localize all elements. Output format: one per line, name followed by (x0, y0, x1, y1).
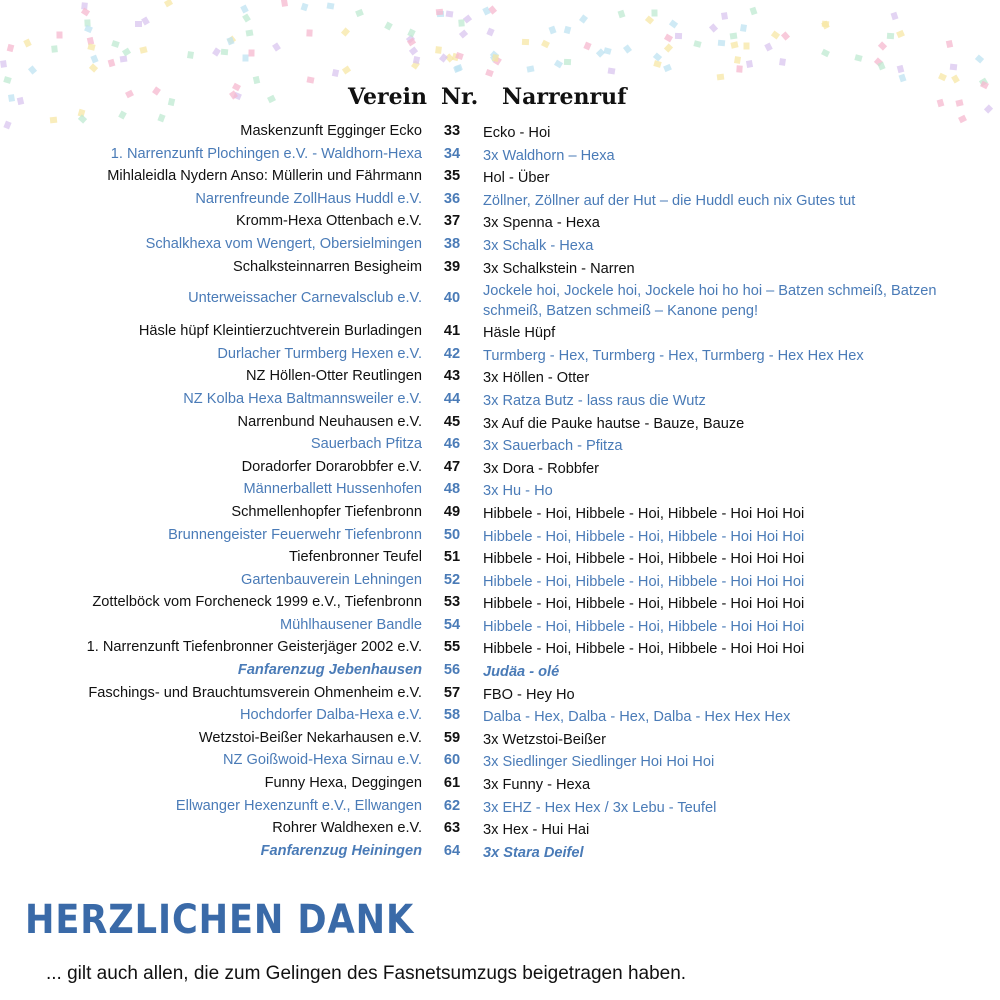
confetti-piece (938, 73, 947, 81)
confetti-piece (653, 52, 662, 61)
confetti-piece (721, 12, 728, 20)
umzug-number: 58 (443, 707, 461, 724)
verein-name: Gartenbauverein Lehningen (241, 571, 422, 588)
verein-name: NZ Höllen-Otter Reutlingen (245, 368, 422, 385)
confetti-piece (439, 54, 448, 63)
confetti-piece (822, 21, 830, 28)
narrenruf-text: Judäa - olé (483, 664, 560, 681)
confetti-piece (23, 39, 31, 48)
umzug-number: 55 (443, 639, 461, 656)
umzug-number: 57 (443, 684, 461, 701)
confetti-piece (168, 98, 175, 106)
confetti-piece (87, 37, 94, 45)
verein-name: Doradorfer Dorarobbfer e.V. (241, 458, 422, 475)
participant-table (0, 121, 1000, 863)
confetti-piece (734, 56, 741, 64)
confetti-piece (0, 60, 7, 68)
table-row (0, 750, 1000, 773)
table-row (0, 683, 1000, 706)
confetti-piece (764, 42, 773, 51)
confetti-piece (413, 56, 420, 64)
confetti-piece (455, 64, 464, 72)
confetti-piece (693, 40, 701, 48)
confetti-piece (281, 0, 288, 7)
confetti-piece (152, 87, 161, 96)
umzug-number: 48 (443, 481, 461, 498)
confetti-piece (232, 83, 241, 92)
verein-name: Männerballett Hussenhofen (243, 481, 422, 498)
confetti-piece (950, 64, 958, 71)
umzug-number: 63 (443, 820, 461, 837)
confetti-piece (118, 111, 127, 120)
confetti-piece (88, 43, 96, 51)
table-row (0, 344, 1000, 367)
narrenruf-text: 3x EHZ - Hex Hex / 3x Lebu - Teufel (483, 799, 717, 816)
confetti-piece (142, 17, 151, 26)
confetti-piece (227, 35, 236, 44)
confetti-piece (241, 5, 250, 14)
confetti-piece (584, 42, 592, 51)
table-row (0, 818, 1000, 841)
umzug-number: 47 (443, 458, 461, 475)
verein-name: Maskenzunft Egginger Ecko (240, 123, 422, 139)
confetti-piece (878, 41, 887, 50)
confetti-piece (28, 65, 37, 74)
confetti-piece (355, 9, 364, 17)
column-header-verein: Verein (348, 84, 427, 110)
confetti-piece (327, 3, 335, 10)
verein-name: Narrenbund Neuhausen e.V. (237, 413, 422, 430)
confetti-piece (522, 39, 529, 45)
umzug-number: 59 (443, 729, 461, 746)
confetti-piece (579, 15, 588, 24)
table-row (0, 389, 1000, 412)
table-row (0, 166, 1000, 189)
confetti-piece (451, 53, 459, 61)
confetti-piece (463, 14, 472, 23)
umzug-number: 50 (443, 526, 461, 543)
confetti-piece (483, 7, 491, 16)
verein-name: Fanfarenzug Jebenhausen (237, 662, 422, 679)
umzug-number: 61 (443, 775, 461, 792)
narrenruf-text: 3x Schalk - Hexa (483, 237, 594, 254)
confetti-piece (855, 54, 863, 62)
umzug-number: 34 (443, 145, 461, 162)
verein-name: Kromm-Hexa Ottenbach e.V. (235, 213, 422, 230)
narrenruf-text: 3x Waldhorn – Hexa (483, 147, 615, 164)
umzug-number: 64 (443, 842, 461, 859)
verein-name: Funny Hexa, Deggingen (264, 775, 422, 792)
confetti-piece (945, 40, 952, 48)
narrenruf-text: 3x Hu - Ho (483, 483, 553, 500)
table-row (0, 234, 1000, 257)
umzug-number: 41 (443, 323, 461, 340)
umzug-number: 35 (443, 168, 461, 185)
confetti-piece (488, 5, 497, 14)
confetti-piece (342, 66, 351, 75)
umzug-number: 38 (443, 235, 461, 252)
confetti-piece (623, 45, 632, 54)
confetti-piece (563, 26, 571, 34)
umzug-number: 49 (443, 503, 461, 520)
confetti-piece (407, 38, 416, 47)
confetti-piece (485, 69, 494, 77)
confetti-piece (111, 40, 120, 48)
confetti-piece (3, 77, 11, 85)
narrenruf-text: 3x Stara Deifel (483, 844, 584, 861)
confetti-piece (164, 0, 173, 8)
table-row (0, 279, 1000, 321)
table-row (0, 728, 1000, 751)
confetti-piece (301, 2, 309, 11)
narrenruf-text: 3x Dora - Robbfer (483, 460, 599, 477)
confetti-piece (749, 7, 757, 16)
confetti-piece (554, 60, 563, 69)
confetti-piece (272, 43, 281, 52)
confetti-piece (242, 55, 248, 62)
table-row (0, 592, 1000, 615)
umzug-number: 45 (443, 413, 461, 430)
narrenruf-text: Hol - Über (483, 170, 550, 187)
table-row (0, 457, 1000, 480)
umzug-number: 39 (443, 258, 461, 275)
confetti-piece (779, 58, 786, 66)
confetti-piece (226, 36, 234, 45)
confetti-piece (445, 53, 454, 62)
table-row (0, 660, 1000, 683)
confetti-piece (731, 42, 739, 49)
verein-name: NZ Goißwoid-Hexa Sirnau e.V. (223, 752, 422, 769)
confetti-piece (596, 49, 605, 58)
confetti-piece (81, 7, 90, 16)
umzug-number: 52 (443, 571, 461, 588)
confetti-piece (406, 34, 415, 43)
table-row (0, 615, 1000, 638)
confetti-piece (122, 47, 131, 56)
confetti-piece (608, 67, 616, 74)
confetti-piece (8, 94, 15, 102)
confetti-piece (84, 25, 93, 33)
confetti-piece (212, 48, 221, 57)
thanks-text: ... gilt auch allen, die zum Gelingen des Fasnetsumzugs beigetragen haben. (46, 963, 687, 984)
confetti-piece (88, 63, 97, 72)
confetti-piece (887, 33, 894, 39)
table-row (0, 366, 1000, 389)
narrenruf-text: Zöllner, Zöllner auf der Hut – die Huddl euch nix Gutes tut (483, 192, 856, 209)
table-row (0, 412, 1000, 435)
umzug-number: 42 (443, 345, 461, 362)
confetti-piece (306, 76, 314, 83)
confetti-piece (493, 57, 502, 66)
column-header-narrenruf: Narrenruf (502, 84, 627, 110)
confetti-piece (975, 54, 984, 63)
confetti-piece (951, 75, 960, 84)
verein-name: Unterweissacher Carnevalsclub e.V. (188, 290, 422, 307)
confetti-piece (108, 59, 116, 67)
umzug-number: 56 (443, 662, 461, 679)
verein-name: Fanfarenzug Heiningen (260, 842, 422, 859)
confetti-piece (187, 51, 194, 59)
confetti-piece (57, 32, 63, 39)
narrenruf-text: Hibbele - Hoi, Hibbele - Hoi, Hibbele - Hoi Hoi Hoi (483, 551, 805, 568)
narrenruf-text: Hibbele - Hoi, Hibbele - Hoi, Hibbele - Hoi Hoi Hoi (483, 573, 805, 590)
narrenruf-text: 3x Hex - Hui Hai (483, 822, 590, 839)
table-row (0, 189, 1000, 212)
confetti-piece (245, 29, 253, 36)
narrenruf-text: 3x Ratza Butz - lass raus die Wutz (483, 392, 706, 409)
confetti-piece (897, 65, 905, 73)
confetti-piece (549, 25, 557, 34)
confetti-piece (956, 99, 964, 106)
confetti-piece (81, 2, 88, 10)
narrenruf-text: Turmberg - Hex, Turmberg - Hex, Turmberg - Hex Hex Hex (483, 347, 864, 364)
confetti-piece (487, 27, 495, 36)
confetti-piece (490, 53, 499, 62)
confetti-piece (411, 61, 420, 70)
confetti-piece (139, 46, 147, 54)
umzug-number: 53 (443, 594, 461, 611)
confetti-piece (716, 73, 724, 80)
verein-name: Ellwanger Hexenzunft e.V., Ellwangen (175, 797, 422, 814)
table-row (0, 211, 1000, 234)
confetti-piece (979, 78, 988, 87)
verein-name: 1. Narrenzunft Tiefenbronner Geisterjäger 2002 e.V. (86, 639, 422, 656)
table-row (0, 796, 1000, 819)
confetti-piece (135, 21, 142, 27)
confetti-piece (16, 97, 23, 105)
narrenruf-text: Dalba - Hex, Dalba - Hex, Dalba - Hex Hex Hex (483, 709, 791, 726)
confetti-piece (654, 61, 662, 69)
confetti-piece (242, 14, 251, 23)
confetti-piece (821, 49, 830, 57)
table-row (0, 525, 1000, 548)
umzug-number: 33 (443, 123, 461, 139)
verein-name: Rohrer Waldhexen e.V. (272, 820, 422, 837)
confetti-piece (90, 55, 98, 64)
verein-name: 1. Narrenzunft Plochingen e.V. - Waldhorn-Hexa (110, 145, 422, 162)
confetti-piece (717, 40, 724, 47)
confetti-piece (249, 50, 255, 57)
narrenruf-text: Hibbele - Hoi, Hibbele - Hoi, Hibbele - Hoi Hoi Hoi (483, 618, 805, 635)
confetti-piece (898, 74, 906, 83)
table-row (0, 434, 1000, 457)
umzug-number: 62 (443, 797, 461, 814)
confetti-piece (85, 20, 91, 27)
confetti-piece (490, 51, 499, 60)
confetti-piece (744, 42, 750, 49)
umzug-number: 44 (443, 390, 461, 407)
verein-name: Narrenfreunde ZollHaus Huddl e.V. (195, 190, 422, 207)
table-row (0, 257, 1000, 280)
umzug-number: 54 (443, 616, 461, 633)
confetti-piece (230, 91, 239, 100)
confetti-piece (77, 109, 85, 117)
narrenruf-text: FBO - Hey Ho (483, 686, 575, 703)
narrenruf-text: Hibbele - Hoi, Hibbele - Hoi, Hibbele - Hoi Hoi Hoi (483, 505, 805, 522)
confetti-piece (669, 20, 678, 29)
confetti-piece (564, 59, 571, 65)
verein-name: NZ Kolba Hexa Baltmannsweiler e.V. (183, 390, 422, 407)
table-row (0, 773, 1000, 796)
confetti-piece (936, 99, 944, 107)
confetti-piece (436, 9, 443, 16)
umzug-number: 40 (443, 290, 461, 307)
confetti-piece (435, 46, 442, 54)
verein-name: Sauerbach Pfitza (310, 436, 422, 453)
confetti-piece (740, 24, 747, 32)
narrenruf-text: 3x Höllen - Otter (483, 370, 590, 387)
table-row (0, 570, 1000, 593)
confetti-piece (891, 12, 899, 21)
confetti-piece (664, 43, 673, 52)
confetti-piece (984, 104, 993, 113)
verein-name: Schalkhexa vom Wengert, Obersielmingen (145, 235, 422, 252)
confetti-piece (384, 21, 393, 30)
confetti-piece (459, 30, 468, 39)
verein-name: Brunnengeister Feuerwehr Tiefenbronn (168, 526, 422, 543)
verein-name: Faschings- und Brauchtumsverein Ohmenheim e.V. (88, 684, 422, 701)
narrenruf-text: Jockele hoi, Jockele hoi, Jockele hoi ho hoi – Batzen schmeiß, Batzen schmeiß, Batzen schmeiß – Kanone peng! (483, 283, 937, 320)
confetti-piece (445, 11, 453, 18)
confetti-piece (746, 60, 753, 68)
umzug-number: 43 (443, 368, 461, 385)
narrenruf-text: 3x Wetzstoi-Beißer (483, 731, 606, 748)
table-row (0, 321, 1000, 344)
confetti-piece (664, 34, 673, 43)
confetti-piece (527, 65, 535, 72)
verein-name: Hochdorfer Dalba-Hexa e.V. (240, 707, 422, 724)
confetti-piece (51, 45, 58, 53)
narrenruf-text: 3x Siedlinger Siedlinger Hoi Hoi Hoi (483, 754, 715, 771)
confetti-piece (675, 33, 682, 39)
confetti-piece (332, 68, 339, 76)
verein-name: Mihlaleidla Nydern Anso: Müllerin und Fährmann (107, 168, 422, 185)
table-row (0, 502, 1000, 525)
confetti-piece (651, 9, 657, 16)
confetti-piece (541, 40, 550, 49)
narrenruf-text: 3x Spenna - Hexa (483, 215, 600, 232)
narrenruf-text: Hibbele - Hoi, Hibbele - Hoi, Hibbele - Hoi Hoi Hoi (483, 528, 805, 545)
confetti-piece (709, 23, 718, 32)
confetti-piece (603, 47, 611, 55)
confetti-piece (267, 95, 276, 103)
table-row (0, 705, 1000, 728)
narrenruf-text: Hibbele - Hoi, Hibbele - Hoi, Hibbele - Hoi Hoi Hoi (483, 641, 805, 658)
narrenruf-text: Hibbele - Hoi, Hibbele - Hoi, Hibbele - Hoi Hoi Hoi (483, 596, 805, 613)
confetti-piece (645, 15, 654, 24)
verein-name: Zottelböck vom Forcheneck 1999 e.V., Tiefenbronn (92, 594, 422, 611)
confetti-piece (877, 62, 885, 71)
table-row (0, 121, 1000, 144)
confetti-piece (407, 29, 415, 38)
confetti-piece (7, 44, 15, 52)
thanks-title: HERZLICHEN DANK (25, 897, 415, 943)
confetti-piece (341, 27, 350, 36)
confetti-piece (874, 57, 883, 66)
confetti-piece (233, 92, 242, 100)
confetti-piece (221, 48, 228, 55)
umzug-number: 36 (443, 190, 461, 207)
narrenruf-text: Ecko - Hoi (483, 125, 551, 141)
table-row (0, 637, 1000, 660)
column-header-nr: Nr. (441, 84, 479, 110)
confetti-piece (736, 65, 742, 72)
confetti-piece (980, 81, 989, 90)
verein-name: Durlacher Turmberg Hexen e.V. (217, 345, 422, 362)
confetti-piece (453, 65, 462, 73)
verein-name: Mühlhausener Bandle (280, 616, 422, 633)
confetti-piece (617, 10, 625, 19)
umzug-number: 46 (443, 436, 461, 453)
table-row (0, 841, 1000, 864)
confetti-piece (896, 30, 905, 38)
table-row (0, 479, 1000, 502)
confetti-piece (437, 11, 444, 17)
narrenruf-text: 3x Funny - Hexa (483, 777, 591, 794)
verein-name: Schalksteinnarren Besigheim (232, 258, 422, 275)
table-row (0, 547, 1000, 570)
umzug-number: 60 (443, 752, 461, 769)
confetti-piece (253, 76, 260, 84)
confetti-piece (781, 32, 790, 41)
confetti-piece (458, 19, 464, 26)
confetti-piece (771, 30, 780, 39)
verein-name: Wetzstoi-Beißer Nekarhausen e.V. (198, 729, 422, 746)
confetti-piece (119, 55, 127, 62)
narrenruf-text: 3x Sauerbach - Pfitza (483, 438, 623, 455)
narrenruf-text: Häsle Hüpf (483, 325, 556, 342)
confetti-piece (663, 64, 672, 72)
verein-name: Schmellenhopfer Tiefenbronn (231, 503, 422, 520)
narrenruf-text: 3x Schalkstein - Narren (483, 260, 635, 277)
confetti-piece (821, 21, 830, 30)
confetti-piece (125, 90, 134, 99)
umzug-number: 51 (443, 549, 461, 566)
confetti-decoration (0, 0, 1000, 140)
verein-name: Häsle hüpf Kleintierzuchtverein Burladingen (138, 323, 422, 340)
umzug-number: 37 (443, 213, 461, 230)
verein-name: Tiefenbronner Teufel (288, 549, 422, 566)
confetti-piece (409, 46, 418, 55)
confetti-piece (455, 52, 464, 60)
confetti-piece (306, 30, 312, 37)
confetti-piece (729, 33, 737, 40)
confetti-piece (492, 54, 499, 62)
table-row (0, 144, 1000, 167)
narrenruf-text: 3x Auf die Pauke hautse - Bauze, Bauze (483, 415, 745, 432)
